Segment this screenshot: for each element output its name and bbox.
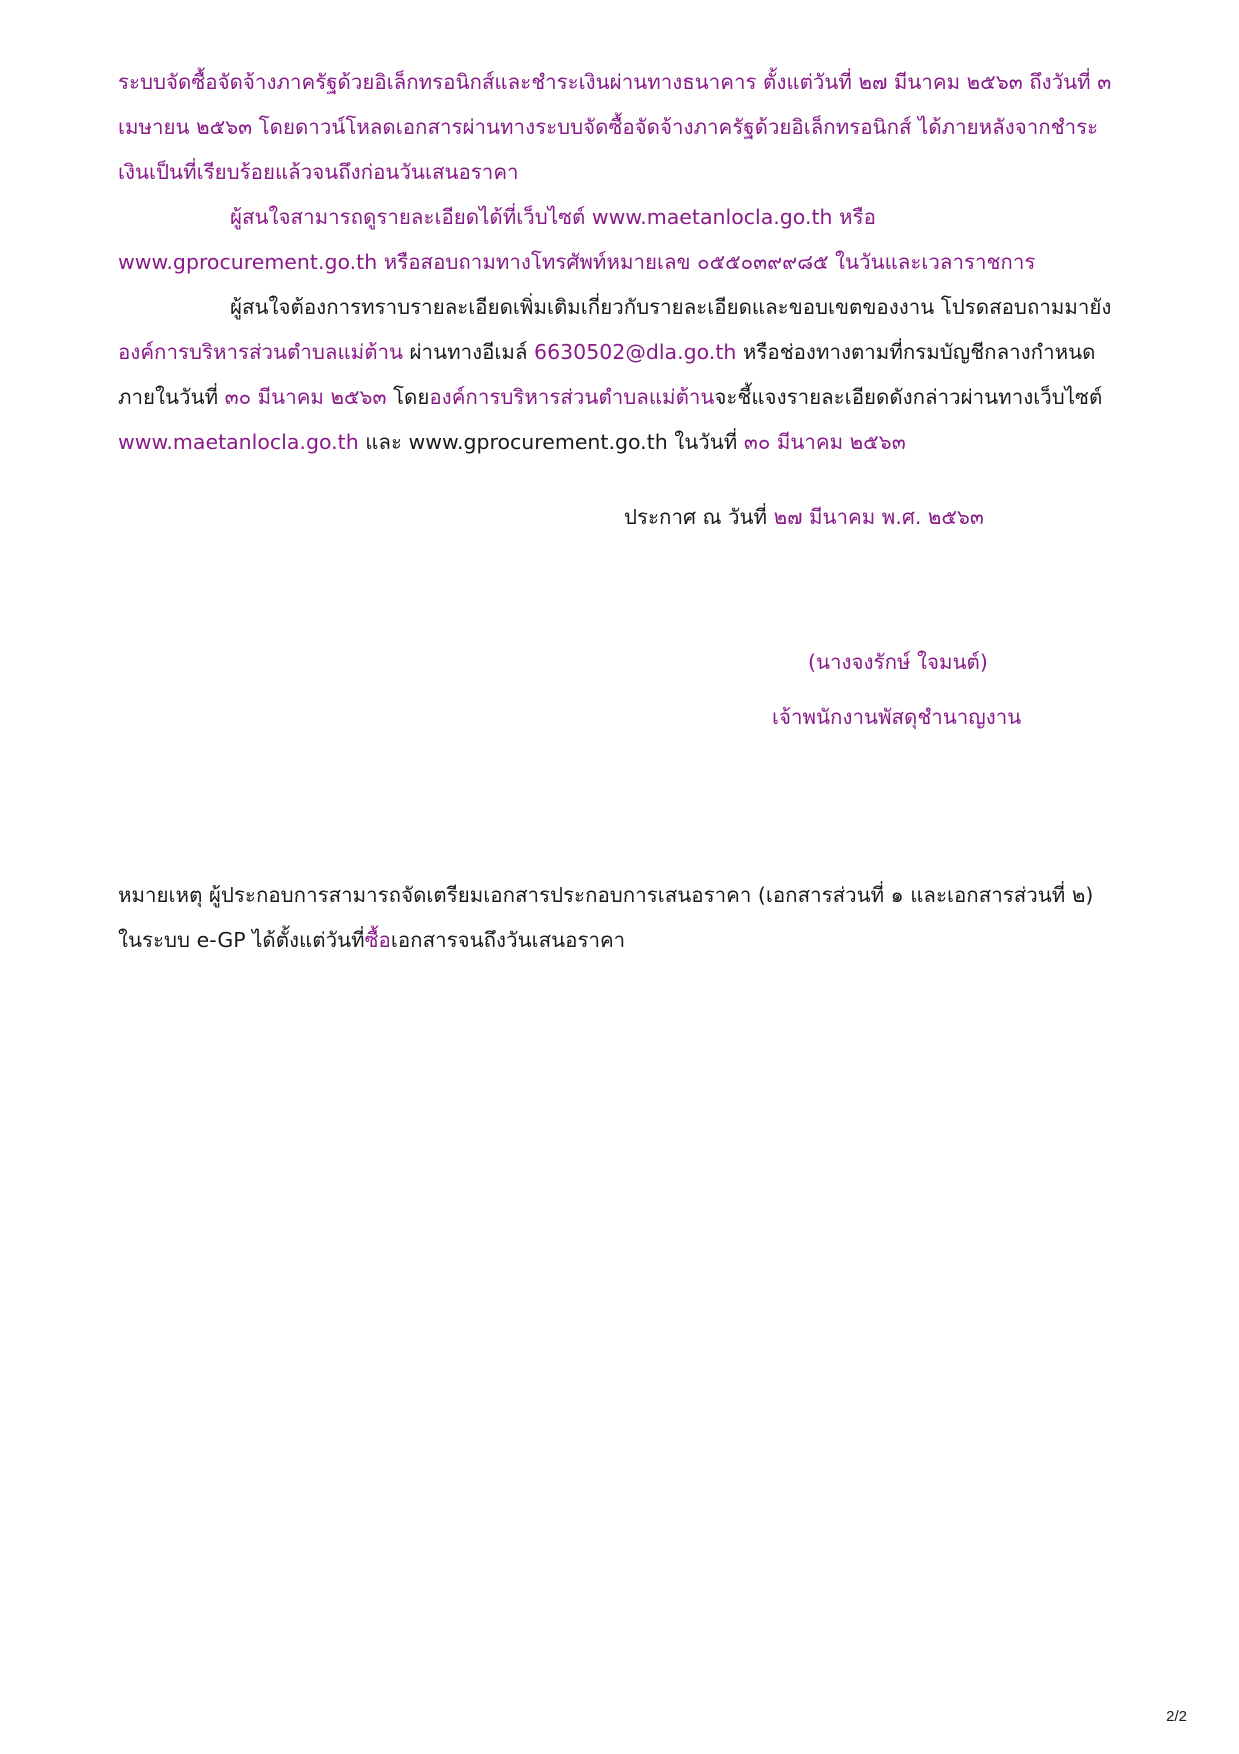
website-link-maetan-2[interactable]: www.maetanlocla.go.th	[118, 430, 359, 454]
announce-prefix: ประกาศ ณ วันที่	[624, 505, 774, 529]
body-line-9-text: และ www.gprocurement.go.th ในวันที่	[358, 430, 744, 454]
note-line-1: หมายเหตุ ผู้ประกอบการสามารถจัดเตรียมเอกสารประกอบการเสนอราคา (เอกสารส่วนที่ ๑ และเอกสารส่วนที่ ๒)	[118, 883, 1094, 907]
body-line-9	[118, 427, 906, 457]
body-line-6: ผู้สนใจต้องการทราบรายละเอียดเพิ่มเติมเกี่ยวกับรายละเอียดและขอบเขตของงาน โปรดสอบถามมายัง	[230, 295, 1112, 319]
org-name: องค์การบริหารส่วนตำบลแม่ต้าน	[118, 340, 404, 364]
signer-position: เจ้าพนักงานพัสดุชำนาญงาน	[772, 705, 1022, 729]
note-line-2	[118, 925, 625, 955]
body-line-3: เงินเป็นที่เรียบร้อยแล้วจนถึงก่อนวันเสนอราคา	[118, 160, 519, 184]
note-line-2-buy: ซื้อ	[364, 928, 391, 952]
website-link-gprocurement[interactable]: www.gprocurement.go.th	[118, 250, 378, 274]
body-line-8-text: ภายในวันที่	[118, 385, 225, 409]
body-line-4-text: ผู้สนใจสามารถดูรายละเอียดได้ที่เว็บไซต์	[230, 205, 592, 229]
body-line-7-text: ผ่านทางอีเมล์	[403, 340, 535, 364]
phone-number: ๐๕๕๐๓๙๙๘๕	[697, 250, 829, 274]
email-link[interactable]: 6630502@dla.go.th	[534, 340, 737, 364]
page-number: 2/2	[1166, 1708, 1187, 1725]
announce-date: ๒๗ มีนาคม พ.ศ. ๒๕๖๓	[773, 505, 984, 529]
body-line-5	[118, 247, 1035, 277]
clarification-date: ๓๐ มีนาคม ๒๕๖๓	[743, 430, 906, 454]
body-line-1: ระบบจัดซื้อจัดจ้างภาครัฐด้วยอิเล็กทรอนิกส์และชำระเงินผ่านทางธนาคาร ตั้งแต่วันที่ ๒๗ มีนาคม ๒๕๖๓ ถึงวันที่ ๓	[118, 70, 1112, 94]
body-line-7-end: หรือช่องทางตามที่กรมบัญชีกลางกำหนด	[736, 340, 1096, 364]
body-line-5-text: หรือสอบถามทางโทรศัพท์หมายเลข	[377, 250, 698, 274]
body-line-4	[230, 202, 876, 232]
body-line-4-or: หรือ	[832, 205, 876, 229]
body-line-8-by: โดย	[386, 385, 430, 409]
note-line-2-text: ในระบบ e-GP ได้ตั้งแต่วันที่	[118, 928, 365, 952]
body-line-8-end: จะชี้แจงรายละเอียดดังกล่าวผ่านทางเว็บไซต์	[714, 385, 1103, 409]
body-line-7	[118, 337, 1095, 367]
body-line-2: เมษายน ๒๕๖๓ โดยดาวน์โหลดเอกสารผ่านทางระบบจัดซื้อจัดจ้างภาครัฐด้วยอิเล็กทรอนิกส์ ได้ภายหลังจากชำระ	[118, 115, 1099, 139]
body-line-5-end: ในวันและเวลาราชการ	[828, 250, 1036, 274]
signer-name: (นางจงรักษ์ ใจมนต์)	[808, 650, 988, 674]
website-link-maetan[interactable]: www.maetanlocla.go.th	[591, 205, 833, 229]
note-line-2-end: เอกสารจนถึงวันเสนอราคา	[390, 928, 626, 952]
announce-line	[624, 502, 984, 532]
body-line-8	[118, 382, 1102, 412]
deadline-date: ๓๐ มีนาคม ๒๕๖๓	[224, 385, 387, 409]
org-name-2: องค์การบริหารส่วนตำบลแม่ต้าน	[429, 385, 715, 409]
